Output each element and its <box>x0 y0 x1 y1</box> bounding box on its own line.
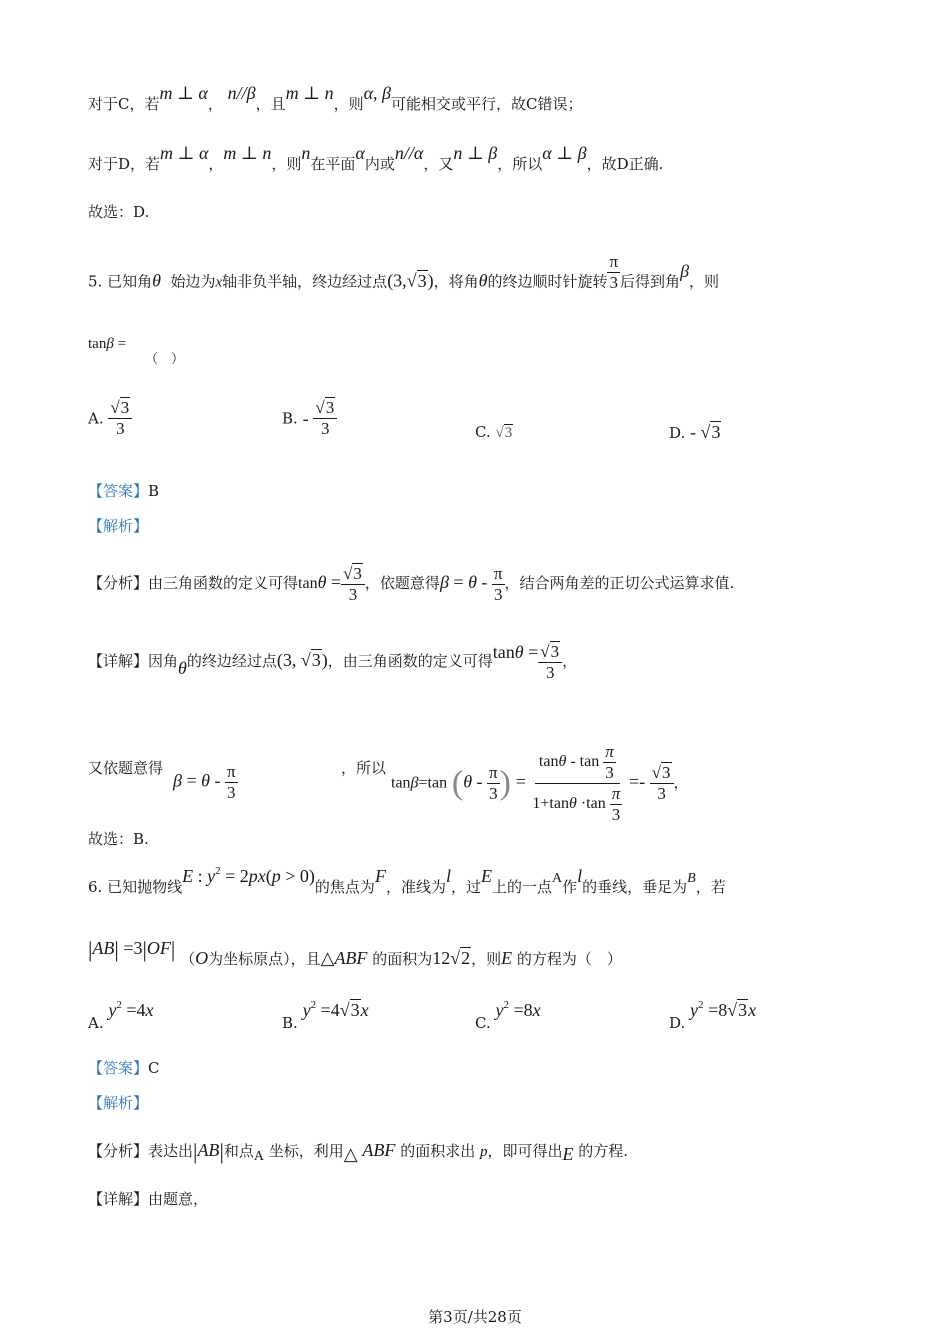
page-footer: 第3页/共28页 <box>428 1308 522 1326</box>
q5-stem: 5. 已知角θ 始边为x轴非负半轴，终边经过点(3,√3)，将角θ的终边顺时针旋转 $\frac{\pi}{3}$ 后得到角β，则 <box>88 252 720 292</box>
q5-fenxi: 【分析】由三角函数的定义可得tanθ = $\frac{√3}{3}$ ，依题意得β = θ - $\frac{\pi}{3}$ ，结合两角差的正切公式运算求值. <box>88 563 735 604</box>
line-c: 对于C，若m ⊥ α， n//β，且m ⊥ n，则α, β可能相交或平行，故C错误； <box>88 83 583 113</box>
q6-answer: 【答案】C <box>88 1059 160 1077</box>
tan-expansion: tanβ=tan (θ - $\frac{\pi}{3}$ ) = tanθ - tan $\frac{\pi}{3}$ 1+tanθ ·tan $\frac{\pi}{3}$ =- $\frac{√3}{3}$ ， <box>391 742 689 824</box>
q6-stem-2: |AB| =3|OF| （O为坐标原点），且△ABF 的面积为12√2，则E 的方程为（ ） <box>88 937 622 968</box>
beta-eq: β = θ - $\frac{\pi}{3}$ <box>173 762 236 802</box>
q6-detail: 【详解】由题意， <box>88 1190 209 1208</box>
q5-detail-1: 【详解】因角θ的终边经过点(3, √3)，由三角函数的定义可得tanθ = $\frac{√3}{3}$ ， <box>88 641 578 682</box>
q5-analysis-tag: 【解析】 <box>88 517 149 535</box>
q5-option-d: D. - √3 <box>669 422 721 442</box>
q5-choose: 故选：B. <box>88 830 149 848</box>
line-d: 对于D，若m ⊥ α，m ⊥ n，则n在平面α内或n//α，又n ⊥ β，所以α ⊥ β，故D正确. <box>88 143 664 173</box>
q5-option-b: B. - $\frac{√3}{3}$ <box>282 398 337 439</box>
q6-analysis-tag: 【解析】 <box>88 1094 149 1112</box>
q5-answer: 【答案】B <box>88 482 160 500</box>
q6-stem: 6. 已知抛物线E : $y^2 = 2px(p > 0)$的焦点为F，准线为l，过E上的一点A作l的垂线，垂足为B，若 <box>88 865 726 896</box>
q5-blank: （ ） <box>145 352 185 367</box>
q6-option-c: C. $y^2 =8x$ <box>475 999 541 1032</box>
q5-option-c: C. √3 <box>475 423 513 441</box>
q6-option-a: A. $y^2 =4x$ <box>88 999 154 1032</box>
q5-option-a: A. $\frac{√3}{3}$ <box>88 398 132 439</box>
choose-d: 故选：D. <box>88 203 150 221</box>
q6-option-d: D. $y^2 =8√3x$ <box>669 999 757 1032</box>
q5-stem-2: tanβ = <box>88 336 127 352</box>
q6-option-b: B. $y^2 =4√3x$ <box>282 999 369 1032</box>
q6-fenxi: 【分析】表达出|AB|和点A 坐标，利用△ ABF 的面积求出 p，即可得出E 的方程. <box>88 1139 629 1164</box>
